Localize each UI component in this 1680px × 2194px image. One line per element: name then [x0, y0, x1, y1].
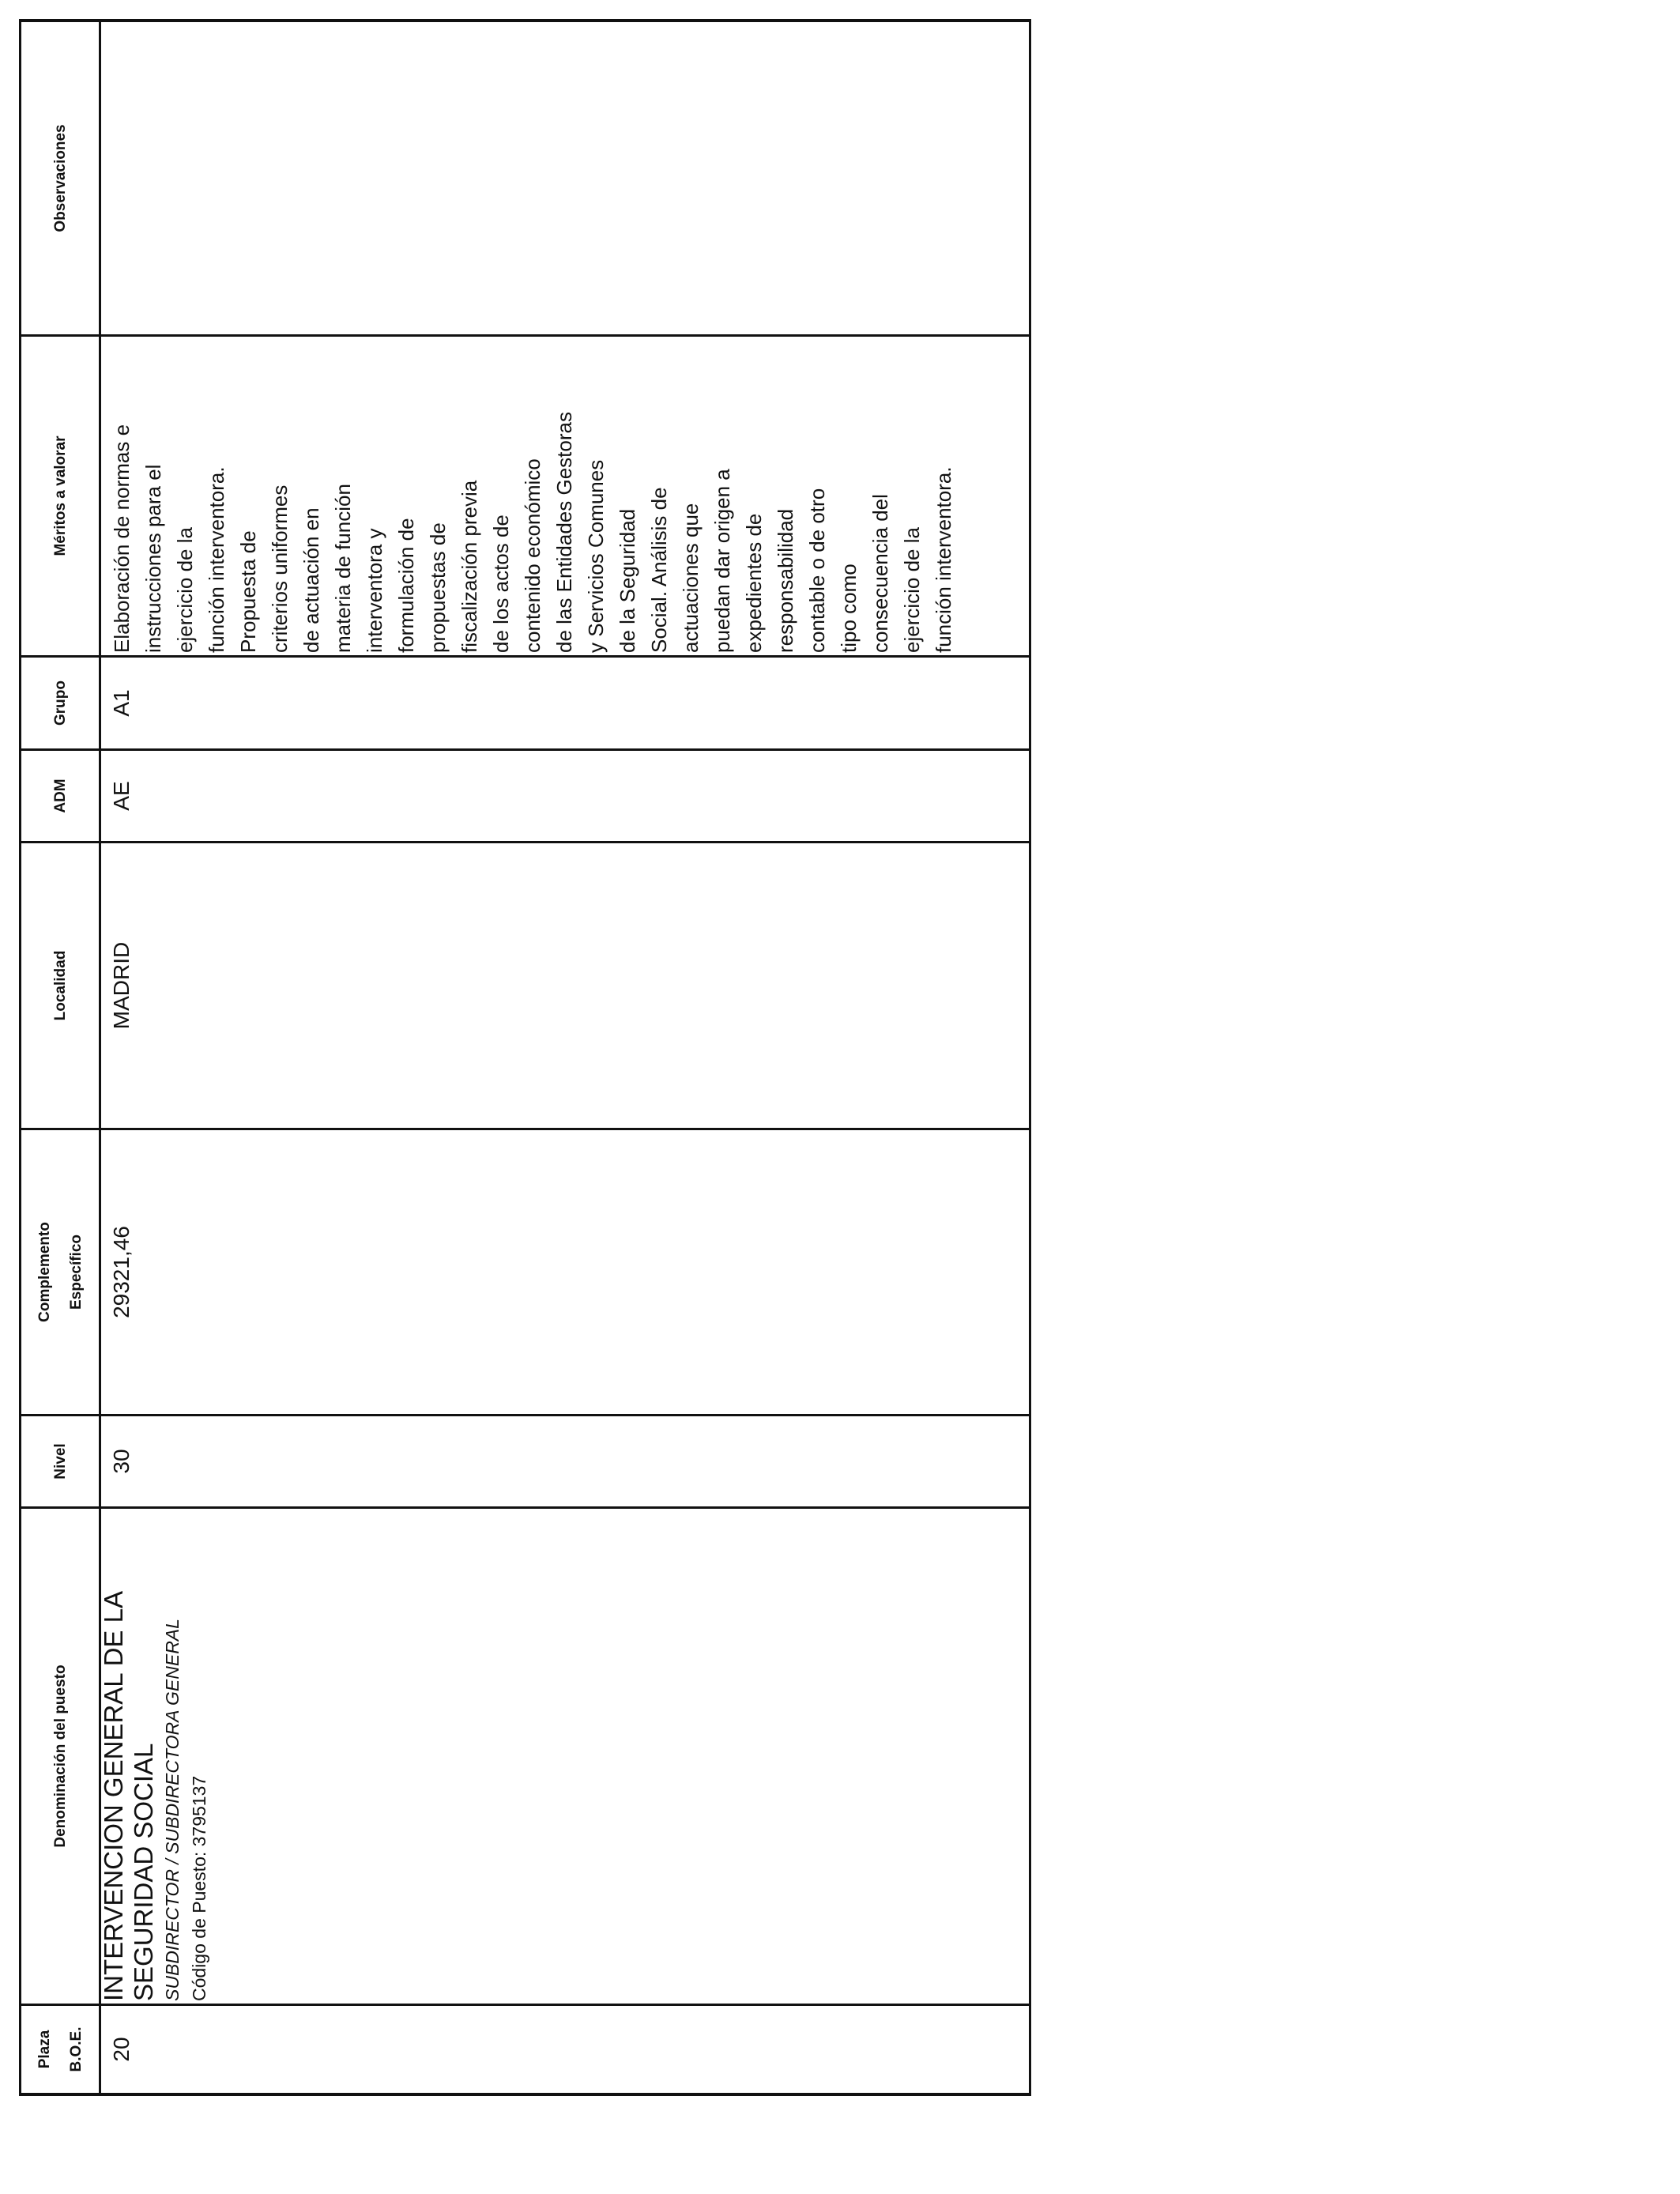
cell-denominacion [99, 1511, 213, 2001]
meritos-line: contable o de otro [805, 488, 829, 653]
meritos-line: y Servicios Comunes [584, 459, 608, 653]
cell-adm: AE [109, 781, 134, 811]
meritos-line: de las Entidades Gestoras [552, 412, 576, 653]
plazas-table [19, 19, 1031, 2096]
meritos-line: fiscalización previa [458, 480, 481, 653]
meritos-line: criterios uniformes [268, 484, 292, 653]
header-adm: ADM [52, 778, 69, 813]
meritos-line: tipo como [837, 564, 861, 653]
meritos-line: función interventora. [932, 466, 955, 653]
header-denominacion: Denominación del puesto [52, 1664, 69, 1848]
meritos-line: de actuación en [299, 507, 323, 653]
meritos-line: función interventora. [205, 466, 228, 653]
meritos-line: responsabilidad [774, 508, 797, 653]
header-meritos: Méritos a valorar [52, 435, 69, 556]
column-border [19, 1128, 1031, 1130]
header-complemento: Complemento Específico [36, 1222, 85, 1322]
cell-meritos [106, 338, 959, 653]
cell-localidad: MADRID [109, 941, 134, 1030]
column-border [19, 19, 1031, 22]
column-border [19, 2004, 1031, 2006]
column-border [19, 655, 1031, 658]
table-bottom-border [1029, 19, 1031, 2096]
meritos-line: puedan dar origen a [710, 469, 734, 653]
cell-nivel: 30 [109, 1449, 134, 1474]
meritos-line: de los actos de [489, 515, 513, 653]
meritos-line: contenido económico [521, 458, 544, 653]
meritos-line: actuaciones que [679, 503, 703, 653]
meritos-line: ejercicio de la [900, 527, 924, 653]
meritos-line: propuestas de [426, 522, 450, 653]
meritos-line: formulación de [394, 518, 418, 653]
column-border [19, 1506, 1031, 1509]
meritos-line: Propuesta de [236, 530, 260, 653]
column-border [19, 2093, 1031, 2096]
meritos-line: Social. Análisis de [647, 487, 671, 653]
meritos-line: de la Seguridad [616, 508, 639, 653]
puesto-title-line-2: SEGURIDAD SOCIAL [129, 1743, 158, 2001]
meritos-line: materia de función [331, 484, 355, 653]
column-border [19, 841, 1031, 843]
header-nivel: Nivel [52, 1443, 69, 1480]
header-localidad: Localidad [52, 950, 69, 1021]
meritos-line: instrucciones para el [141, 464, 165, 653]
puesto-subtitle: SUBDIRECTOR / SUBDIRECTORA GENERAL [162, 1619, 183, 2001]
meritos-line: ejercicio de la [173, 527, 197, 653]
puesto-title-line-1: INTERVENCION GENERAL DE LA [99, 1591, 128, 2001]
meritos-line: Elaboración de normas e [110, 424, 134, 653]
column-border [19, 1414, 1031, 1416]
column-border [19, 748, 1031, 751]
header-plaza: Plaza B.O.E. [36, 2026, 85, 2072]
meritos-line: expedientes de [742, 513, 766, 653]
column-border [19, 334, 1031, 337]
header-grupo: Grupo [52, 680, 69, 726]
codigo-puesto: Código de Puesto: 3795137 [189, 1775, 209, 2001]
meritos-line: interventora y [363, 528, 386, 653]
meritos-line: consecuencia del [868, 494, 892, 653]
cell-complemento: 29321,46 [109, 1226, 134, 1318]
cell-grupo: A1 [109, 689, 134, 717]
header-observaciones: Observaciones [52, 124, 69, 232]
cell-plaza: 20 [109, 2037, 134, 2062]
